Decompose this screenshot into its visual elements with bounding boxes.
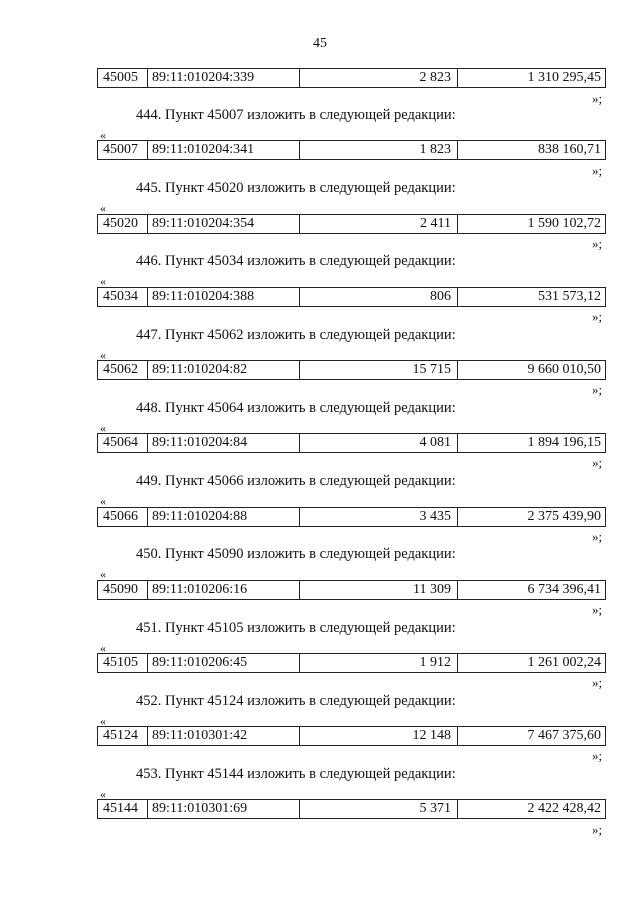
area-value: 1 823 (300, 141, 458, 159)
cadastral-number: 89:11:010204:339 (148, 69, 300, 87)
instruction-text: 447. Пункт 45062 изложить в следующей редакции: (136, 327, 456, 343)
parcel-code: 45066 (98, 508, 148, 526)
opening-quote: « (100, 128, 106, 142)
cadastral-number: 89:11:010204:82 (148, 361, 300, 379)
cost-value: 2 422 428,42 (527, 801, 601, 816)
closing-quote: »; (592, 455, 603, 470)
area-value: 2 411 (300, 215, 458, 233)
instruction-text: 448. Пункт 45064 изложить в следующей редакции: (136, 400, 456, 416)
cost-value: 6 734 396,41 (527, 582, 601, 597)
parcel-code: 45105 (98, 654, 148, 672)
cost-value: 1 310 295,45 (527, 70, 601, 85)
closing-quote: »; (592, 529, 603, 544)
cadastral-number: 89:11:010204:354 (148, 215, 300, 233)
cost-value: 1 590 102,72 (527, 216, 601, 231)
cadastral-number: 89:11:010301:69 (148, 800, 300, 818)
instruction-text: 452. Пункт 45124 изложить в следующей редакции: (136, 693, 456, 709)
parcel-code: 45020 (98, 215, 148, 233)
cadastral-number: 89:11:010204:84 (148, 434, 300, 452)
cadastral-number: 89:11:010204:388 (148, 288, 300, 306)
instruction-text: 453. Пункт 45144 изложить в следующей редакции: (136, 766, 456, 782)
cadastral-number: 89:11:010301:42 (148, 727, 300, 745)
table-row (97, 287, 606, 307)
cadastral-number: 89:11:010204:88 (148, 508, 300, 526)
closing-quote: »; (592, 822, 603, 837)
opening-quote: « (100, 567, 106, 581)
opening-quote: « (100, 641, 106, 655)
area-value: 5 371 (300, 800, 458, 818)
cost-value: 2 375 439,90 (527, 509, 601, 524)
cost-value: 531 573,12 (538, 289, 601, 304)
closing-quote: »; (592, 163, 603, 178)
parcel-code: 45064 (98, 434, 148, 452)
parcel-code: 45062 (98, 361, 148, 379)
table-row (97, 360, 606, 380)
parcel-code: 45034 (98, 288, 148, 306)
closing-quote: »; (592, 382, 603, 397)
instruction-text: 444. Пункт 45007 изложить в следующей редакции: (136, 107, 456, 123)
table-row (97, 433, 606, 453)
closing-quote: »; (592, 675, 603, 690)
table-row (97, 214, 606, 234)
area-value: 2 823 (300, 69, 458, 87)
area-value: 4 081 (300, 434, 458, 452)
cadastral-number: 89:11:010204:341 (148, 141, 300, 159)
area-value: 3 435 (300, 508, 458, 526)
table-row (97, 68, 606, 88)
table-row (97, 726, 606, 746)
closing-quote: »; (592, 91, 603, 106)
instruction-text: 445. Пункт 45020 изложить в следующей редакции: (136, 180, 456, 196)
opening-quote: « (100, 714, 106, 728)
parcel-code: 45124 (98, 727, 148, 745)
closing-quote: »; (592, 236, 603, 251)
cost-value: 7 467 375,60 (527, 728, 601, 743)
opening-quote: « (100, 201, 106, 215)
cadastral-number: 89:11:010206:16 (148, 581, 300, 599)
opening-quote: « (100, 494, 106, 508)
opening-quote: « (100, 787, 106, 801)
closing-quote: »; (592, 748, 603, 763)
table-row (97, 653, 606, 673)
cost-value: 1 261 002,24 (527, 655, 601, 670)
opening-quote: « (100, 348, 106, 362)
opening-quote: « (100, 421, 106, 435)
parcel-code: 45007 (98, 141, 148, 159)
area-value: 12 148 (300, 727, 458, 745)
area-value: 806 (300, 288, 458, 306)
instruction-text: 451. Пункт 45105 изложить в следующей редакции: (136, 620, 456, 636)
area-value: 11 309 (300, 581, 458, 599)
closing-quote: »; (592, 602, 603, 617)
area-value: 15 715 (300, 361, 458, 379)
cost-value: 9 660 010,50 (527, 362, 601, 377)
table-row (97, 140, 606, 160)
parcel-code: 45005 (98, 69, 148, 87)
table-row (97, 799, 606, 819)
table-row (97, 507, 606, 527)
page-number: 45 (313, 36, 327, 51)
parcel-code: 45090 (98, 581, 148, 599)
opening-quote: « (100, 274, 106, 288)
cost-value: 838 160,71 (538, 142, 601, 157)
closing-quote: »; (592, 309, 603, 324)
parcel-code: 45144 (98, 800, 148, 818)
instruction-text: 449. Пункт 45066 изложить в следующей редакции: (136, 473, 456, 489)
instruction-text: 446. Пункт 45034 изложить в следующей редакции: (136, 253, 456, 269)
cadastral-number: 89:11:010206:45 (148, 654, 300, 672)
table-row (97, 580, 606, 600)
area-value: 1 912 (300, 654, 458, 672)
instruction-text: 450. Пункт 45090 изложить в следующей редакции: (136, 546, 456, 562)
cost-value: 1 894 196,15 (527, 435, 601, 450)
